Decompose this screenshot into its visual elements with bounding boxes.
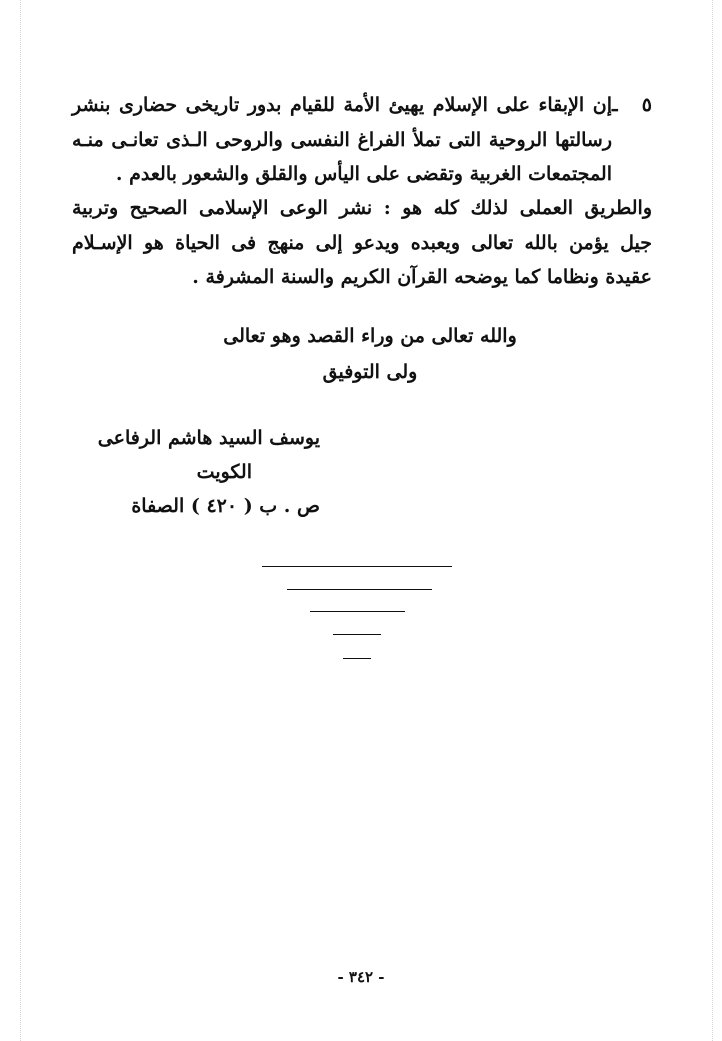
- author-city: الكويت: [196, 461, 252, 483]
- closing-prayer: [160, 318, 580, 390]
- paragraph-line: جيل يؤمن بالله تعالى ويعبده ويدعو إلى منهج فى الحياة هو الإسـلام: [72, 231, 652, 254]
- author-name: يوسف السيد هاشم الرفاعى: [97, 427, 320, 449]
- end-ornament-rule: [310, 611, 405, 612]
- author-po-box: ص . ب ( ٤٢٠ ) الصفاة: [131, 495, 320, 517]
- paragraph-line: عقيدة ونظاما كما يوضحه القرآن الكريم والسنة المشرفة .: [192, 266, 652, 288]
- paragraph-line: والطريق العملى لذلك كله هو : نشر الوعى الإسلامى الصحيح وتربية: [72, 197, 652, 219]
- end-ornament-rule: [262, 566, 452, 567]
- paragraph-point-5: [72, 88, 652, 192]
- paragraph-line: ٥ ـإن الإبقاء على الإسلام يهيئ الأمة للقيام بدور تاريخى حضارى بنشر: [72, 88, 652, 123]
- paragraph-line: رسالتها الروحية التى تملأ الفراغ النفسى والروحى الـذى تعانـى منـه: [72, 128, 612, 151]
- end-ornament-rule: [343, 658, 371, 659]
- page-number: - ٣٤٢ -: [337, 968, 385, 986]
- closing-line-1: والله تعالى من وراء القصد وهو تعالى: [223, 325, 517, 347]
- end-ornament-rule: [333, 634, 381, 635]
- closing-line-2: ولى التوفيق: [322, 361, 418, 383]
- scan-edge-right: [712, 0, 713, 1041]
- scan-edge-left: [20, 0, 21, 1041]
- paragraph-practical-way: [72, 191, 652, 295]
- paragraph-line: المجتمعات الغربية وتقضى على اليأس والقلق والشعور بالعدم .: [115, 163, 612, 185]
- point-number: ٥ ـ: [612, 94, 652, 116]
- end-ornament-rule: [287, 589, 432, 590]
